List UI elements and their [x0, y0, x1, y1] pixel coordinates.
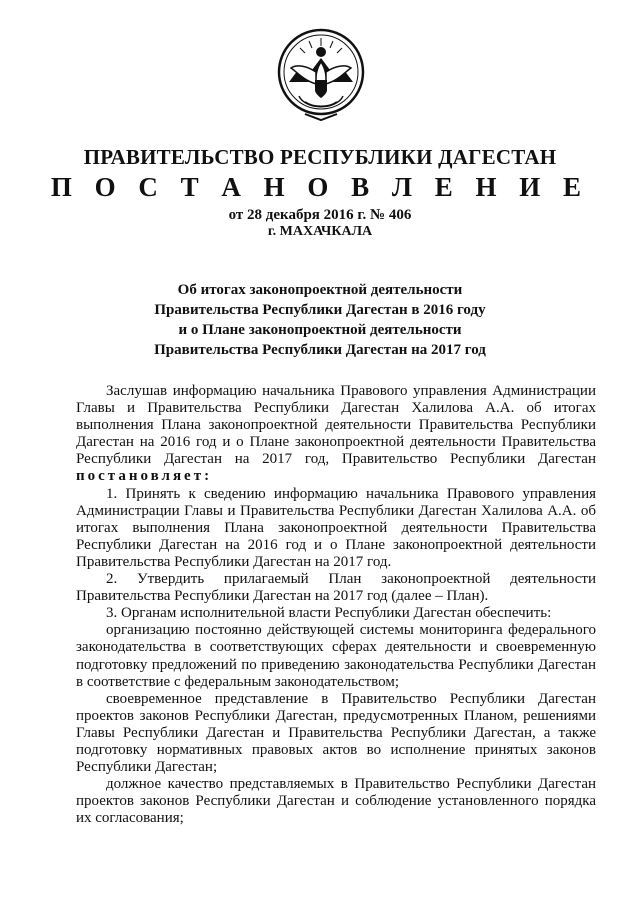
subject-line: Об итогах законопроектной деятельности: [177, 282, 463, 298]
document-type-title: П О С Т А Н О В Л Е Н И Е: [50, 172, 590, 202]
sub-item-paragraph: должное качество представляемых в Правительство Республики Дагестан проектов законов Республики Дагестан и соблюдение установленного порядка их согласования;: [76, 776, 596, 827]
item-paragraph: 3. Органам исполнительной власти Республики Дагестан обеспечить:: [106, 605, 552, 622]
sub-item-paragraph: организацию постоянно действующей системы мониторинга федерального законодательства в соответствующих сферах деятельности и своевременную подготовку предложений по приведению законодательства Республики Дагестан в соответствие с федеральным законодательством;: [76, 622, 596, 690]
subject-line: Правительства Республики Дагестан в 2016 году: [154, 302, 486, 318]
item-paragraph: 2. Утвердить прилагаемый План законопроектной деятельности Правительства Республики Дагестан на 2017 год (далее – План).: [76, 571, 596, 605]
coat-of-arms-dagestan-icon: [275, 22, 367, 126]
document-date-number: от 28 декабря 2016 г. № 406: [228, 207, 412, 223]
intro-text: Заслушав информацию начальника Правового управления Администрации Главы и Правительства Республики Дагестан Халилова А.А. об итогах выполнения Плана законопроектной деятельности Правительства Республики Дагестан на 2016 год и о Плане законопроектной деятельности Правительства Республики Дагестан на 2017 год, Правительство Республики Дагестан: [76, 383, 596, 468]
item-paragraph: 1. Принять к сведению информацию начальника Правового управления Администрации Главы и Правительства Республики Дагестан Халилова А.А. об итогах выполнения Плана законопроектной деятельности Правительства Республики Дагестан на 2016 год и о Плане законопроектной деятельности Правительства Республики Дагестан на 2017 год.: [76, 485, 596, 570]
document-city: г. МАХАЧКАЛА: [267, 224, 373, 239]
subject-line: Правительства Республики Дагестан на 2017 год: [154, 342, 486, 358]
subject-line: и о Плане законопроектной деятельности: [178, 322, 462, 338]
intro-paragraph: [76, 383, 596, 486]
sub-item-paragraph: своевременное представление в Правительство Республики Дагестан проектов законов Республики Дагестан, предусмотренных Планом, решениями Главы Республики Дагестан и Правительства Республики Дагестан, а также подготовку нормативных правовых актов во исполнение принятых законов Республики Дагестан;: [76, 690, 596, 776]
government-name: ПРАВИТЕЛЬСТВО РЕСПУБЛИКИ ДАГЕСТАН: [83, 145, 557, 169]
document-subject: [0, 280, 640, 360]
decree-word: постановляет:: [76, 468, 213, 485]
document-body: [76, 383, 596, 827]
